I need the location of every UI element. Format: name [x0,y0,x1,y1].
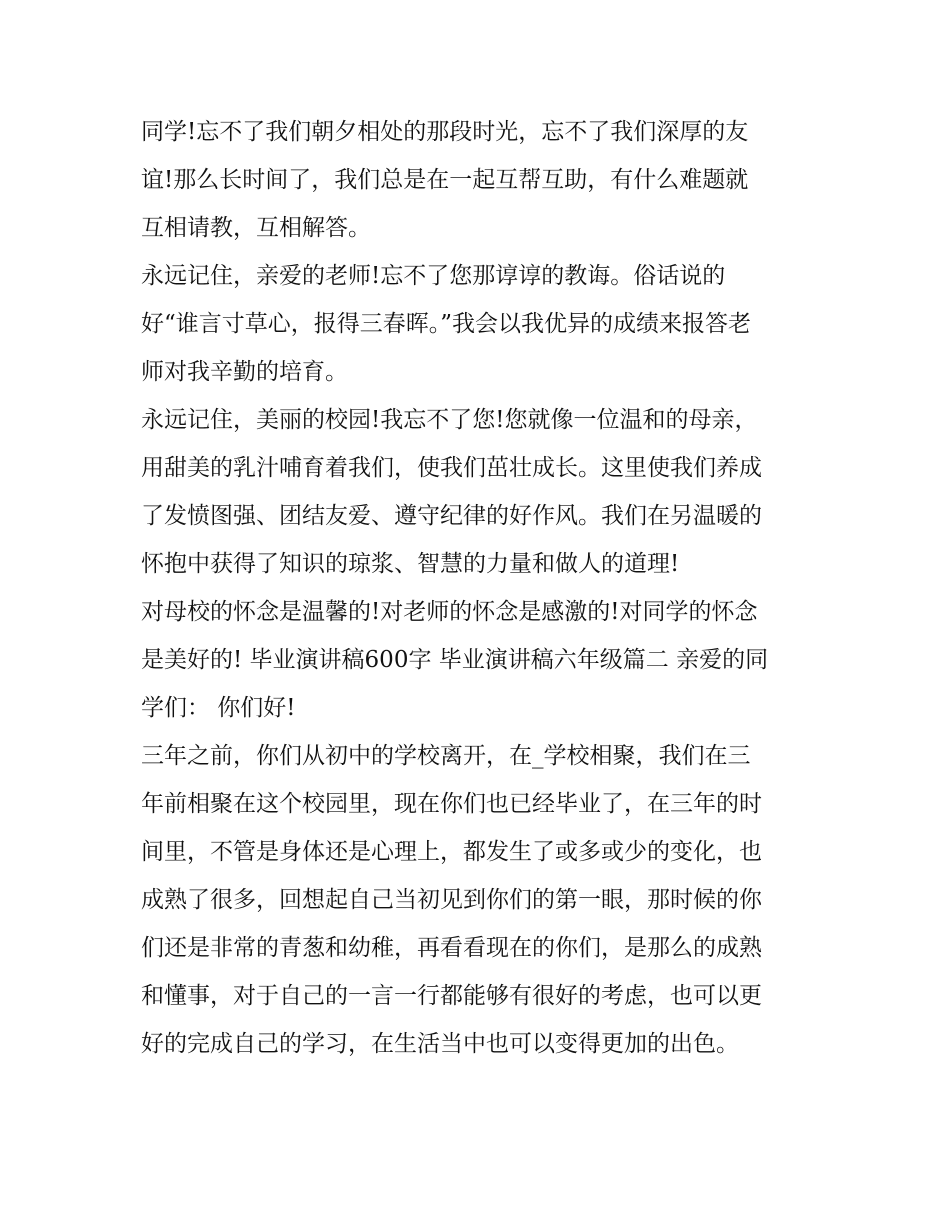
text-line: 互相请教，互相解答。 [141,215,371,241]
text-line: 好“谁言寸草心，报得三春晖。”我会以我优异的成绩来报答老 [141,311,752,337]
text-line: 怀抱中获得了知识的琼浆、智慧的力量和做人的道理! [141,551,680,577]
text-line: 用甜美的乳汁哺育着我们，使我们茁壮成长。这里使我们养成 [141,455,762,481]
text-line: 年前相聚在这个校园里，现在你们也已经毕业了，在三年的时 [141,791,762,817]
text-line: 对母校的怀念是温馨的!对老师的怀念是感激的!对同学的怀念 [141,599,758,625]
text-line: 三年之前，你们从初中的学校离开，在_学校相聚，我们在三 [141,743,751,769]
text-line: 了发愤图强、团结友爱、遵守纪律的好作风。我们在另温暖的 [141,503,762,529]
text-line: 好的完成自己的学习，在生活当中也可以变得更加的出色。 [141,1031,739,1057]
text-line: 间里，不管是身体还是心理上，都发生了或多或少的变化，也 [141,839,762,865]
text-line: 学们： 你们好! [141,695,296,721]
text-line: 成熟了很多，回想起自己当初见到你们的第一眼，那时候的你 [141,887,762,913]
text-line: 师对我辛勤的培育。 [141,359,348,385]
text-line: 永远记住，亲爱的老师!忘不了您那谆谆的教诲。俗话说的 [141,263,726,289]
text-line: 是美好的! 毕业演讲稿600字 毕业演讲稿六年级篇二 亲爱的同 [141,647,769,673]
text-line: 们还是非常的青葱和幼稚，再看看现在的你们，是那么的成熟 [141,935,762,961]
text-line: 和懂事，对于自己的一言一行都能够有很好的考虑，也可以更 [141,983,762,1009]
text-line: 谊!那么长时间了，我们总是在一起互帮互助，有什么难题就 [141,167,749,193]
text-line: 同学!忘不了我们朝夕相处的那段时光，忘不了我们深厚的友 [141,119,749,145]
text-line: 永远记住，美丽的校园!我忘不了您!您就像一位温和的母亲， [141,407,758,433]
document-body [141,108,821,1068]
